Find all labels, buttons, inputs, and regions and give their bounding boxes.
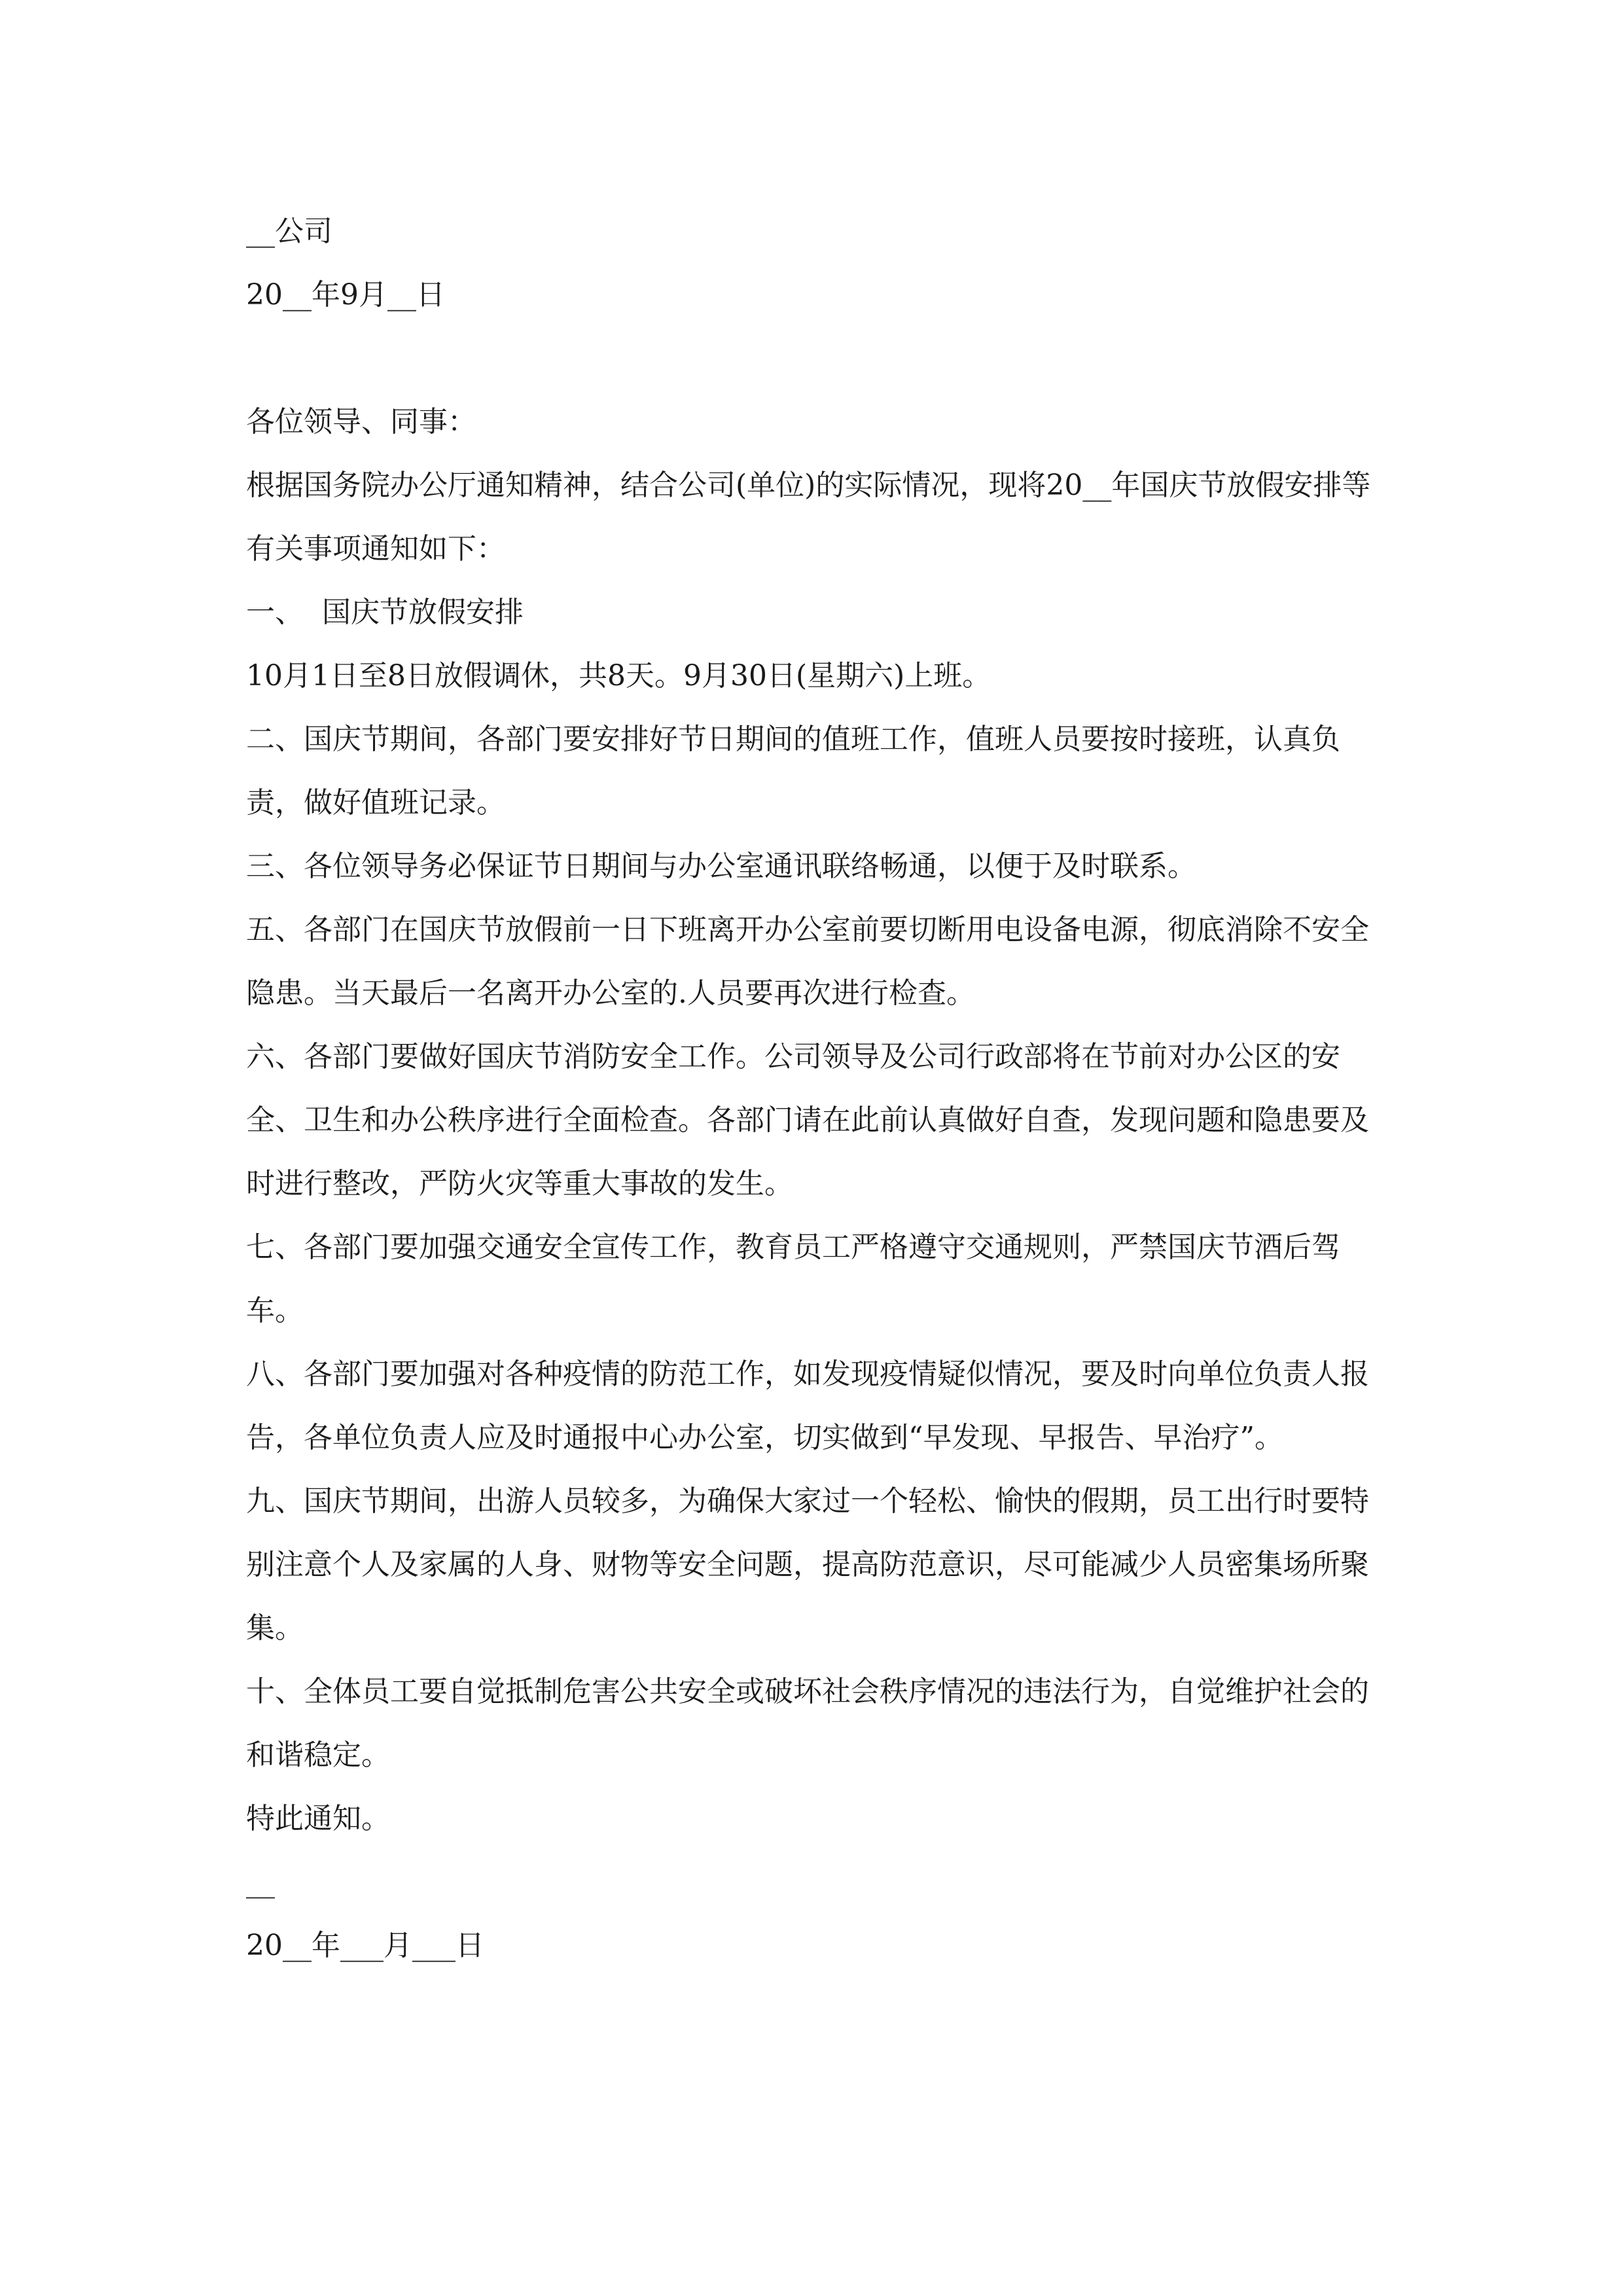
item-3: 三、各位领导务必保证节日期间与办公室通讯联络畅通，以便于及时联系。 [246,850,1196,883]
item-7: 七、各部门要加强交通安全宣传工作，教育员工严格遵守交通规则，严禁国庆节酒后驾车。 [246,1230,1340,1327]
notice-content [246,200,1385,1977]
salutation: 各位领导、同事： [246,405,476,439]
item-5: 五、各部门在国庆节放假前一日下班离开办公室前要切断用电设备电源，彻底消除不安全隐患。当天最后一名离开办公室的.人员要再次进行检查。 [246,913,1369,1010]
item-10: 十、全体员工要自觉抵制危害公共安全或破坏社会秩序情况的违法行为，自觉维护社会的和谐稳定。 [246,1675,1369,1772]
item-9: 九、国庆节期间，出游人员较多，为确保大家过一个轻松、愉快的假期，员工出行时要特别注意个人及家属的人身、财物等安全问题，提高防范意识，尽可能减少人员密集场所聚集。 [246,1484,1369,1645]
item-1-detail: 10月1日至8日放假调休，共8天。9月30日(星期六)上班。 [246,659,991,692]
closing: 特此通知。 [246,1802,390,1835]
intro-paragraph: 根据国务院办公厅通知精神，结合公司(单位)的实际情况，现将20__年国庆节放假安排等有关事项通知如下： [246,469,1371,565]
spacer [246,327,1385,390]
item-8: 八、各部门要加强对各种疫情的防范工作，如发现疫情疑似情况，要及时向单位负责人报告，各单位负责人应及时通报中心办公室，切实做到“早发现、早报告、早治疗”。 [246,1357,1369,1454]
footer-date: 20__年___月___日 [246,1929,484,1962]
company-name: __公司 [246,215,332,248]
signature: __ [246,1865,275,1899]
item-2: 二、国庆节期间，各部门要安排好节日期间的值班工作，值班人员要按时接班，认真负责，做好值班记录。 [246,723,1340,819]
item-6: 六、各部门要做好国庆节消防安全工作。公司领导及公司行政部将在节前对办公区的安全、卫生和办公秩序进行全面检查。各部门请在此前认真做好自查，发现问题和隐患要及时进行整改，严防火灾等重大事故的发生。 [246,1040,1369,1200]
header-date: 20__年9月__日 [246,278,445,312]
item-1-title: 一、 国庆节放假安排 [246,596,524,629]
